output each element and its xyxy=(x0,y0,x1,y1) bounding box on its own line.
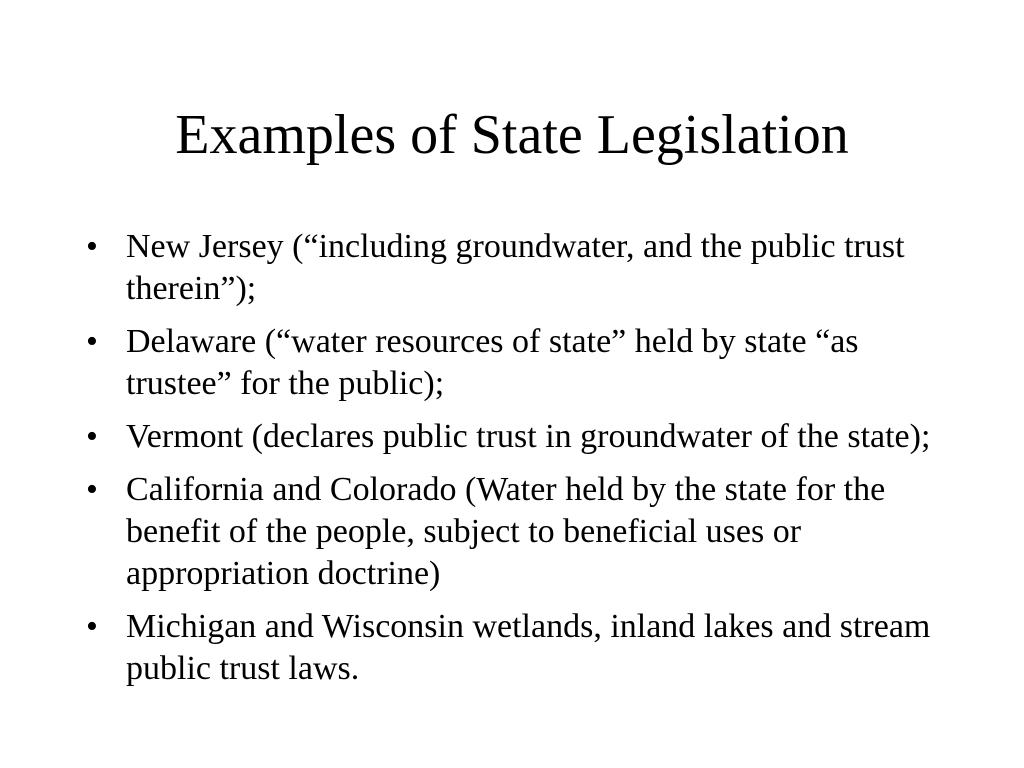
bullet-text: Delaware (“water resources of state” held by state “as trustee” for the public); xyxy=(126,323,859,402)
bullet-text: Vermont (declares public trust in groundwater of the state); xyxy=(126,418,931,455)
bullet-marker: • xyxy=(86,418,98,455)
bullet-marker: • xyxy=(86,608,98,645)
bullet-marker: • xyxy=(86,228,98,265)
bullet-text: Michigan and Wisconsin wetlands, inland lakes and stream public trust laws. xyxy=(126,608,931,687)
bullet-marker: • xyxy=(86,323,98,360)
bullet-item-california-colorado xyxy=(84,469,954,595)
bullet-text: California and Colorado (Water held by the state for the benefit of the people, subject to beneficial uses or appropriation doctrine) xyxy=(126,471,886,592)
bullet-item-delaware xyxy=(84,321,954,405)
bullet-item-vermont xyxy=(84,416,954,458)
slide-title: Examples of State Legislation xyxy=(175,104,849,166)
bullet-text: New Jersey (“including groundwater, and the public trust therein”); xyxy=(126,228,905,307)
bullet-list xyxy=(84,226,954,701)
bullet-item-michigan-wisconsin xyxy=(84,606,954,690)
bullet-item-new-jersey xyxy=(84,226,954,310)
bullet-marker: • xyxy=(86,471,98,508)
